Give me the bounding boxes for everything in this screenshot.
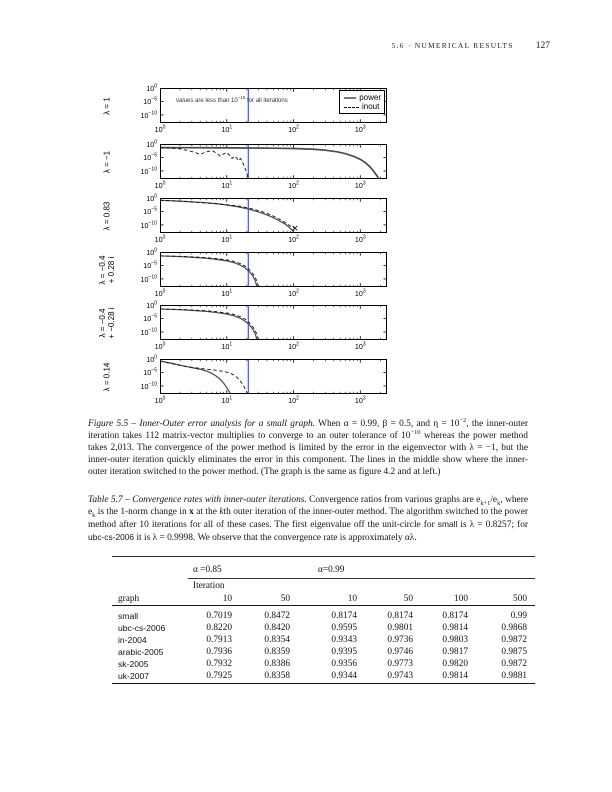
tick-exponent: 3 — [362, 395, 366, 402]
subplot-ylabel — [98, 307, 116, 338]
caption-run: ubc-cs-2006 — [88, 532, 135, 543]
table-row — [112, 645, 535, 657]
value-cell: 0.9595 — [331, 623, 357, 633]
ylabel-line: + −0.28 i — [107, 306, 116, 339]
ylabel-line: λ = −0.4 — [98, 308, 107, 337]
value-cell: 0.7936 — [206, 647, 232, 657]
y-tick-label — [118, 140, 157, 149]
value-cell: 0.8420 — [264, 623, 290, 633]
tick-base: 10 — [288, 125, 297, 134]
column-header: 50 — [357, 591, 413, 606]
caption-run: −2 — [459, 416, 467, 424]
caption-run: Figure 5.5 – Inner-Outer error analysis for a small graph. — [88, 419, 315, 429]
x-tick-label — [214, 125, 240, 134]
tick-base: 10 — [221, 342, 230, 351]
table-iteration-row — [112, 579, 535, 592]
value-cell: 0.99 — [510, 611, 527, 621]
plot-note — [176, 95, 288, 104]
tick-exponent: −10 — [148, 166, 157, 173]
x-tick-label — [281, 396, 307, 405]
y-tick-label — [118, 167, 157, 176]
tick-base: 10 — [140, 381, 149, 391]
column-header: 100 — [413, 591, 468, 606]
caption-run: When α = 0.99, β = 0.5, and η = 10 — [315, 419, 460, 429]
table-row — [112, 657, 535, 669]
value-cell: 0.9872 — [501, 635, 527, 645]
legend-label: power — [359, 92, 381, 102]
tick-base: 10 — [221, 289, 230, 298]
tick-exponent: 0 — [154, 354, 157, 361]
tick-exponent: 2 — [296, 124, 299, 131]
table-row — [112, 669, 535, 684]
alpha-group-header: α =0.85 — [188, 557, 290, 579]
value-cell: 0.8358 — [232, 669, 290, 684]
tick-exponent: 3 — [362, 288, 366, 295]
tick-exponent: 1 — [229, 395, 233, 402]
axes-frame — [161, 360, 387, 394]
tick-base: 10 — [221, 396, 230, 405]
subplot-5-canvas — [160, 305, 387, 340]
axes-frame — [161, 199, 387, 233]
tick-base: 10 — [146, 301, 155, 310]
y-tick-label — [118, 355, 157, 364]
value-cell: 0.9820 — [442, 659, 468, 669]
value-cell: 0.9817 — [442, 647, 468, 657]
value-cell: 0.8359 — [264, 647, 290, 657]
value-cell: 0.8174 — [387, 611, 413, 621]
value-cell: 0.7913 — [206, 635, 232, 645]
tick-exponent: 1 — [229, 234, 233, 241]
tick-base: 10 — [154, 342, 163, 351]
value-cell: 0.9395 — [331, 647, 357, 657]
value-cell: 0.9814 — [413, 669, 468, 684]
ylabel-line: λ = −0.4 — [98, 255, 107, 284]
y-tick-label — [118, 314, 157, 323]
value-cell: 0.8354 — [264, 635, 290, 645]
page-number: 127 — [535, 41, 550, 51]
caption-run: Table 5.7 – Convergence rates with inner-outer iterations. — [88, 495, 307, 505]
tick-exponent: 1 — [229, 124, 233, 131]
value-cell: 0.9356 — [331, 659, 357, 669]
tick-base: 10 — [146, 84, 155, 93]
tick-base: 10 — [154, 235, 163, 244]
tick-exponent: −5 — [151, 314, 157, 321]
tick-base: 10 — [221, 181, 230, 190]
subplot-ylabel — [103, 362, 112, 391]
caption-run: at the — [193, 507, 220, 518]
legend-label: inout — [362, 102, 380, 112]
caption-run: , the inner-outer iteration takes 112 matrix-vector multiplies to converge to an outer tolerance of 10 — [88, 419, 529, 442]
tick-base: 10 — [140, 274, 149, 284]
table-header-row — [112, 591, 535, 606]
tick-base: 10 — [354, 342, 363, 351]
tick-exponent: 2 — [296, 395, 299, 402]
value-cell: 0.8472 — [264, 611, 290, 621]
tick-base: 10 — [146, 194, 155, 203]
value-cell: 0.9801 — [387, 623, 413, 633]
legend-entry — [344, 103, 381, 113]
y-tick-label — [118, 111, 157, 120]
tick-base: 10 — [354, 235, 363, 244]
x-tick-label — [347, 396, 373, 405]
caption-run: Convergence ratios from various graphs are e — [306, 495, 481, 505]
y-tick-label — [118, 301, 157, 310]
y-tick-label — [118, 207, 157, 216]
x-tick-label — [147, 181, 173, 190]
x-tick-label — [214, 396, 240, 405]
ylabel-line: λ = 1 — [102, 96, 112, 115]
tick-exponent: 0 — [154, 193, 157, 200]
tick-base: 10 — [146, 355, 155, 364]
ylabel-line: λ = 0.14 — [102, 362, 112, 391]
caption-run: , where e — [88, 495, 528, 518]
value-cell: 0.9773 — [387, 659, 413, 669]
legend-line-sample — [344, 97, 356, 99]
tick-exponent: 0 — [162, 234, 166, 241]
y-tick-label — [118, 368, 157, 377]
graph-name-cell: in-2004 — [118, 635, 147, 645]
tick-exponent: 0 — [154, 300, 157, 307]
tick-exponent: 3 — [362, 341, 366, 348]
value-cell: 0.7932 — [206, 659, 232, 669]
caption-run: k+1 — [480, 499, 491, 507]
subplot-2-canvas — [160, 144, 387, 179]
section-label: 5.6 · NUMERICAL RESULTS — [391, 41, 514, 50]
legend-entry — [344, 93, 381, 103]
tick-base: 10 — [143, 314, 152, 324]
tick-exponent: −5 — [151, 261, 157, 268]
tick-base: 10 — [154, 289, 163, 298]
tick-base: 10 — [354, 289, 363, 298]
y-tick-label — [118, 261, 157, 270]
y-tick-label — [118, 221, 157, 230]
y-tick-label — [118, 328, 157, 337]
ylabel-line: λ = −1 — [102, 150, 112, 173]
tick-base: 10 — [288, 289, 297, 298]
tick-base: 10 — [154, 125, 163, 134]
spacer-cell — [112, 557, 188, 579]
graph-name-cell: ubc-cs-2006 — [118, 623, 166, 633]
caption-run: /e — [490, 495, 498, 505]
x-tick-label — [347, 289, 373, 298]
tick-base: 10 — [221, 125, 230, 134]
x-tick-label — [147, 396, 173, 405]
tick-exponent: 1 — [229, 180, 233, 187]
column-header: 50 — [232, 591, 290, 606]
tick-exponent: 0 — [154, 83, 157, 90]
graph-name-cell: sk-2005 — [118, 659, 149, 669]
tick-base: 10 — [146, 248, 155, 257]
alpha-group-header: α=0.99 — [290, 557, 535, 579]
x-tick-label — [147, 342, 173, 351]
x-tick-label — [347, 181, 373, 190]
tick-exponent: −10 — [148, 327, 157, 334]
convergence-table — [112, 556, 535, 684]
tick-base: 10 — [143, 368, 152, 378]
tick-exponent: 2 — [296, 180, 299, 187]
value-cell: 0.9872 — [501, 659, 527, 669]
tick-base: 10 — [354, 181, 363, 190]
graph-name-cell: small — [118, 611, 139, 621]
caption-run: th outer iteration of the inner-outer method. The algorithm switched to the power method after 10 iterations for all of these cases. The first eigenvalue off the unit-circle for — [88, 507, 528, 531]
graph-name-cell: uk-2007 — [112, 669, 188, 684]
x-tick-label — [147, 235, 173, 244]
tick-exponent: 0 — [162, 395, 166, 402]
tick-exponent: −5 — [151, 97, 157, 104]
tick-base: 10 — [143, 153, 152, 163]
x-tick-label — [147, 289, 173, 298]
value-cell: 0.7019 — [206, 611, 232, 621]
tick-exponent: 3 — [362, 124, 366, 131]
tick-base: 10 — [288, 342, 297, 351]
value-cell: 0.9343 — [331, 635, 357, 645]
caption-run: whereas the power method takes 2,013. The convergence of the power method is limited by the error in the eigenvector with λ = −1, but the inner-outer iteration quickly eliminates the error in this component. The lines in the middle show where the inner-outer iteration switched to the power method. (The graph is the same as figure 4.2 and at left.) — [88, 431, 528, 478]
y-tick-label — [118, 84, 157, 93]
tick-exponent: −10 — [148, 110, 157, 117]
tick-exponent: 2 — [296, 341, 299, 348]
legend — [339, 90, 385, 114]
tick-exponent: 0 — [154, 247, 157, 254]
tick-exponent: 0 — [162, 288, 166, 295]
tick-exponent: −5 — [151, 153, 157, 160]
y-tick-label — [118, 194, 157, 203]
column-header: 10 — [290, 591, 357, 606]
value-cell: 0.9868 — [501, 623, 527, 633]
caption-run: small — [437, 519, 458, 530]
caption-run: x — [189, 507, 194, 518]
value-cell: 0.8220 — [206, 623, 232, 633]
x-tick-label — [214, 289, 240, 298]
tick-exponent: −10 — [148, 220, 157, 227]
tick-exponent: −10 — [148, 381, 157, 388]
tick-base: 10 — [288, 181, 297, 190]
tick-exponent: 0 — [162, 124, 166, 131]
tick-base: 10 — [221, 235, 230, 244]
tick-base: 10 — [143, 97, 152, 107]
value-cell: 0.7925 — [188, 669, 232, 684]
tick-base: 10 — [143, 207, 152, 217]
caption-run: is λ = 0.8257; for — [457, 520, 529, 531]
x-tick-label — [147, 125, 173, 134]
tick-base: 10 — [140, 327, 149, 337]
y-tick-label — [118, 97, 157, 106]
value-cell: 0.9881 — [468, 669, 535, 684]
column-header: 500 — [468, 591, 535, 606]
subplot-ylabel — [103, 97, 112, 115]
x-tick-label — [214, 235, 240, 244]
tick-base: 10 — [154, 181, 163, 190]
caption-run: k — [219, 507, 224, 518]
tick-exponent: 3 — [362, 234, 366, 241]
table-row — [112, 621, 535, 633]
tick-exponent: 0 — [162, 341, 166, 348]
table-caption — [88, 494, 528, 544]
y-tick-label — [118, 153, 157, 162]
legend-line-sample — [344, 107, 359, 108]
tick-exponent: 2 — [296, 288, 299, 295]
subplot-6-canvas — [160, 359, 387, 394]
tick-base: 10 — [140, 166, 149, 176]
figure-caption — [88, 418, 528, 478]
caption-run: k — [92, 511, 96, 519]
tick-exponent: 2 — [296, 234, 299, 241]
tick-base: 10 — [140, 110, 149, 120]
tick-exponent: −10 — [148, 274, 157, 281]
x-tick-label — [347, 235, 373, 244]
tick-exponent: 0 — [154, 139, 157, 146]
tick-exponent: 3 — [362, 180, 366, 187]
value-cell: 0.8174 — [331, 611, 357, 621]
value-cell: 0.9814 — [442, 623, 468, 633]
x-tick-label — [214, 342, 240, 351]
table-row — [112, 606, 535, 622]
subplot-ylabel — [103, 201, 112, 230]
x-tick-label — [281, 125, 307, 134]
value-cell: 0.8386 — [264, 659, 290, 669]
tick-base: 10 — [354, 125, 363, 134]
table-group-row — [112, 557, 535, 579]
tick-base: 10 — [154, 396, 163, 405]
column-header: 10 — [188, 591, 232, 606]
subplot-4-canvas — [160, 252, 387, 287]
tick-exponent: 1 — [229, 288, 233, 295]
value-cell: 0.9746 — [387, 647, 413, 657]
y-tick-label — [118, 382, 157, 391]
table-row — [112, 633, 535, 645]
value-cell: 0.9344 — [290, 669, 357, 684]
value-cell: 0.9803 — [442, 635, 468, 645]
caption-run: k — [497, 499, 501, 507]
x-tick-label — [347, 342, 373, 351]
caption-run: is the 1-norm change in — [95, 507, 190, 518]
iteration-label: Iteration — [193, 581, 225, 591]
graph-name-cell: arabic-2005 — [118, 647, 164, 657]
subplot-ylabel — [98, 255, 116, 284]
x-tick-label — [281, 181, 307, 190]
ylabel-line: λ = 0.83 — [102, 201, 112, 230]
y-tick-label — [118, 248, 157, 257]
tick-base: 10 — [288, 235, 297, 244]
note-text: for all iterations — [245, 98, 288, 104]
note-text: values are less than 10 — [176, 98, 238, 104]
tick-base: 10 — [146, 140, 155, 149]
caption-run: −10 — [410, 428, 421, 436]
tick-exponent: 0 — [162, 180, 166, 187]
value-cell: 0.9875 — [501, 647, 527, 657]
x-tick-label — [347, 125, 373, 134]
note-exponent: −15 — [237, 95, 246, 100]
x-tick-label — [281, 235, 307, 244]
tick-base: 10 — [354, 396, 363, 405]
tick-base: 10 — [143, 261, 152, 271]
x-tick-label — [214, 181, 240, 190]
spacer-cell — [112, 579, 188, 592]
tick-exponent: −5 — [151, 207, 157, 214]
tick-base: 10 — [140, 220, 149, 230]
value-cell: 0.9736 — [387, 635, 413, 645]
tick-exponent: 1 — [229, 341, 233, 348]
caption-run: it is λ = 0.9998. We observe that the convergence rate is approximately αλ. — [134, 533, 417, 544]
subplot-3-canvas — [160, 198, 387, 233]
tick-base: 10 — [288, 396, 297, 405]
graph-header: graph — [112, 591, 188, 606]
value-cell: 0.8174 — [442, 611, 468, 621]
y-tick-label — [118, 275, 157, 284]
tick-exponent: −5 — [151, 368, 157, 375]
x-tick-label — [281, 342, 307, 351]
subplot-ylabel — [103, 150, 112, 172]
ylabel-line: + 0.28 i — [107, 256, 116, 283]
value-cell: 0.9743 — [357, 669, 413, 684]
x-tick-label — [281, 289, 307, 298]
axes-frame — [161, 145, 387, 179]
